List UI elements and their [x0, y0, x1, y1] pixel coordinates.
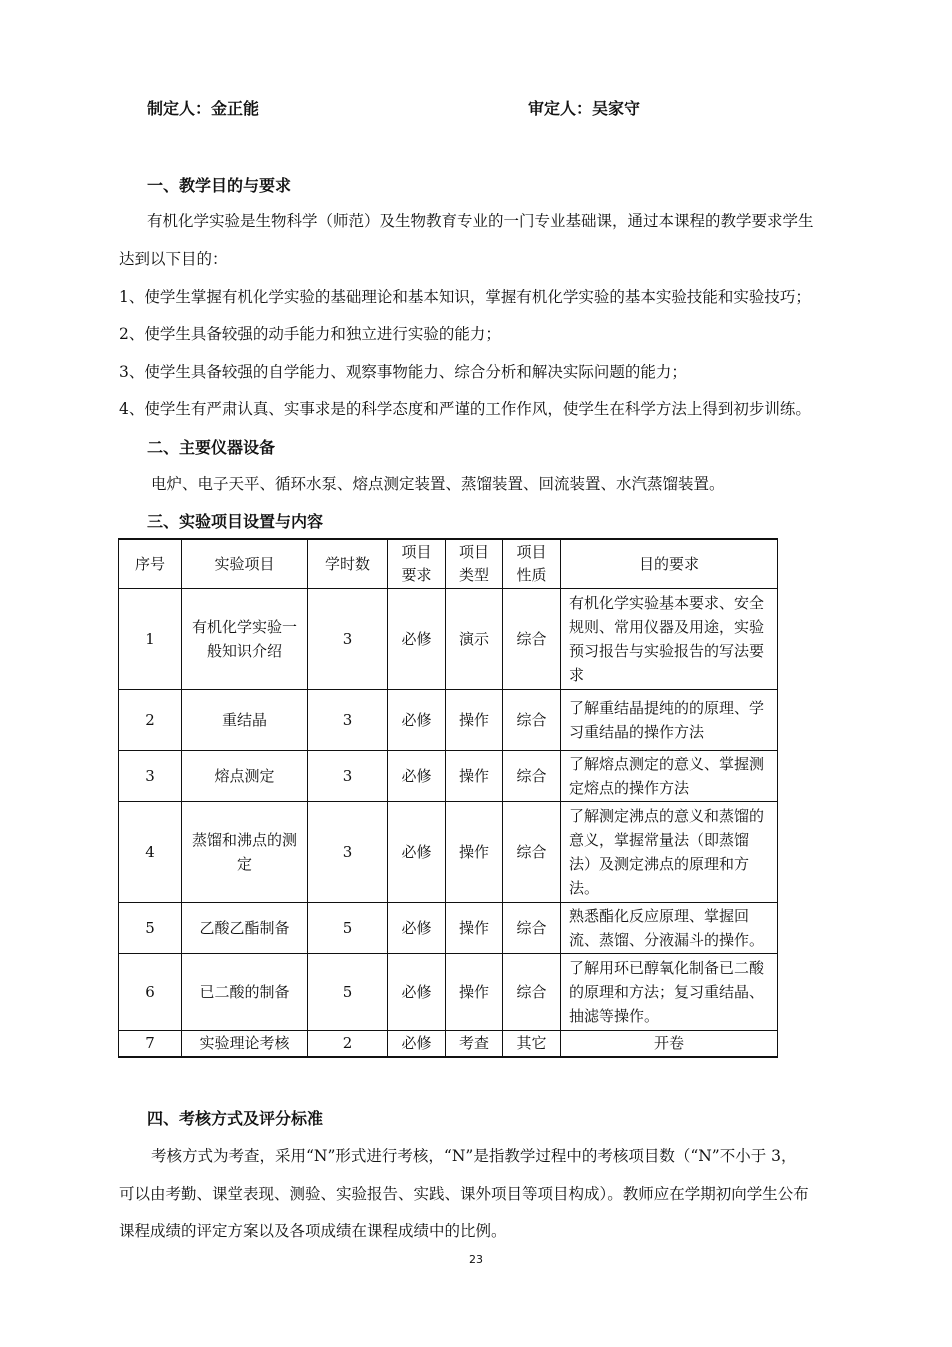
row-name: 乙酸乙酯制备 [182, 903, 308, 954]
row-requirement: 必修 [388, 954, 446, 1031]
equipment-list: 电炉、电子天平、循环水泵、熔点测定装置、蒸馏装置、回流装置、水汽蒸馏装置。 [151, 475, 725, 493]
table-row [119, 690, 778, 751]
section-4-heading: 四、考核方式及评分标准 [147, 1109, 324, 1128]
row-hours: 3 [308, 589, 388, 690]
author-label: 制定人：金正能 [147, 99, 260, 118]
column-header-no: 序号 [119, 539, 182, 589]
row-name: 蒸馏和沸点的测定 [182, 802, 308, 903]
table-row [119, 751, 778, 802]
row-nature: 综合 [503, 954, 561, 1031]
row-hours: 3 [308, 802, 388, 903]
row-type: 操作 [446, 903, 503, 954]
row-nature: 综合 [503, 751, 561, 802]
row-nature: 综合 [503, 690, 561, 751]
row-no: 3 [119, 751, 182, 802]
column-header-hours: 学时数 [308, 539, 388, 589]
column-header-nature: 项目性质 [503, 539, 561, 589]
row-requirement: 必修 [388, 589, 446, 690]
table-row [119, 954, 778, 1031]
row-name: 有机化学实验一般知识介绍 [182, 589, 308, 690]
column-header-name: 实验项目 [182, 539, 308, 589]
row-goal: 了解测定沸点的意义和蒸馏的意义，掌握常量法（即蒸馏法）及测定沸点的原理和方法。 [561, 802, 778, 903]
row-goal: 了解重结晶提纯的的原理、学习重结晶的操作方法 [561, 690, 778, 751]
section-1-item-1: 1、使学生掌握有机化学实验的基础理论和基本知识，掌握有机化学实验的基本实验技能和实验技巧； [119, 288, 811, 306]
row-name: 熔点测定 [182, 751, 308, 802]
row-type: 演示 [446, 589, 503, 690]
row-no: 1 [119, 589, 182, 690]
section-1-heading: 一、教学目的与要求 [147, 176, 292, 195]
row-goal: 了解用环已醇氧化制备已二酸的原理和方法；复习重结晶、抽滤等操作。 [561, 954, 778, 1031]
column-header-goal: 目的要求 [561, 539, 778, 589]
table-row [119, 589, 778, 690]
section-1-item-3: 3、使学生具备较强的自学能力、观察事物能力、综合分析和解决实际问题的能力； [119, 363, 687, 381]
reviewer-label: 审定人：吴家守 [528, 99, 641, 118]
row-hours: 5 [308, 903, 388, 954]
row-goal: 熟悉酯化反应原理、掌握回流、蒸馏、分液漏斗的操作。 [561, 903, 778, 954]
row-hours: 5 [308, 954, 388, 1031]
table-header-row [119, 539, 778, 589]
table-row [119, 903, 778, 954]
section-4-line-2: 可以由考勤、课堂表现、测验、实验报告、实践、课外项目等项目构成）。教师应在学期初向学生公布 [119, 1185, 809, 1203]
row-nature: 综合 [503, 589, 561, 690]
row-no: 2 [119, 690, 182, 751]
row-nature: 其它 [503, 1031, 561, 1057]
table-row [119, 802, 778, 903]
section-4-line-3: 课程成绩的评定方案以及各项成绩在课程成绩中的比例。 [119, 1222, 507, 1240]
section-1-item-2: 2、使学生具备较强的动手能力和独立进行实验的能力； [119, 325, 501, 343]
row-requirement: 必修 [388, 690, 446, 751]
row-goal: 有机化学实验基本要求、安全规则、常用仪器及用途，实验预习报告与实验报告的写法要求 [561, 589, 778, 690]
row-requirement: 必修 [388, 802, 446, 903]
row-type: 操作 [446, 751, 503, 802]
section-1-item-4: 4、使学生有严肃认真、实事求是的科学态度和严谨的工作作风，使学生在科学方法上得到初步训练。 [119, 400, 811, 418]
row-type: 考查 [446, 1031, 503, 1057]
row-no: 5 [119, 903, 182, 954]
table-row [119, 1031, 778, 1057]
column-header-type: 项目类型 [446, 539, 503, 589]
row-type: 操作 [446, 690, 503, 751]
row-hours: 3 [308, 751, 388, 802]
row-type: 操作 [446, 954, 503, 1031]
row-requirement: 必修 [388, 751, 446, 802]
row-hours: 2 [308, 1031, 388, 1057]
experiment-table [118, 538, 778, 1058]
row-type: 操作 [446, 802, 503, 903]
section-1-intro-line-2: 达到以下目的： [119, 250, 228, 268]
row-hours: 3 [308, 690, 388, 751]
section-2-heading: 二、主要仪器设备 [147, 438, 276, 457]
row-nature: 综合 [503, 802, 561, 903]
page-number: 23 [469, 1253, 483, 1266]
row-no: 4 [119, 802, 182, 903]
section-4-line-1: 考核方式为考查，采用“N”形式进行考核，“N”是指教学过程中的考核项目数（“N”不小于 3， [151, 1147, 797, 1165]
row-nature: 综合 [503, 903, 561, 954]
row-goal: 开卷 [561, 1031, 778, 1057]
row-name: 重结晶 [182, 690, 308, 751]
column-header-requirement: 项目要求 [388, 539, 446, 589]
row-requirement: 必修 [388, 1031, 446, 1057]
section-1-intro-line-1: 有机化学实验是生物科学（师范）及生物教育专业的一门专业基础课，通过本课程的教学要求学生 [147, 212, 814, 230]
row-goal: 了解熔点测定的意义、掌握测定熔点的操作方法 [561, 751, 778, 802]
section-3-heading: 三、实验项目设置与内容 [147, 512, 324, 531]
row-name: 已二酸的制备 [182, 954, 308, 1031]
row-no: 7 [119, 1031, 182, 1057]
row-requirement: 必修 [388, 903, 446, 954]
row-name: 实验理论考核 [182, 1031, 308, 1057]
row-no: 6 [119, 954, 182, 1031]
